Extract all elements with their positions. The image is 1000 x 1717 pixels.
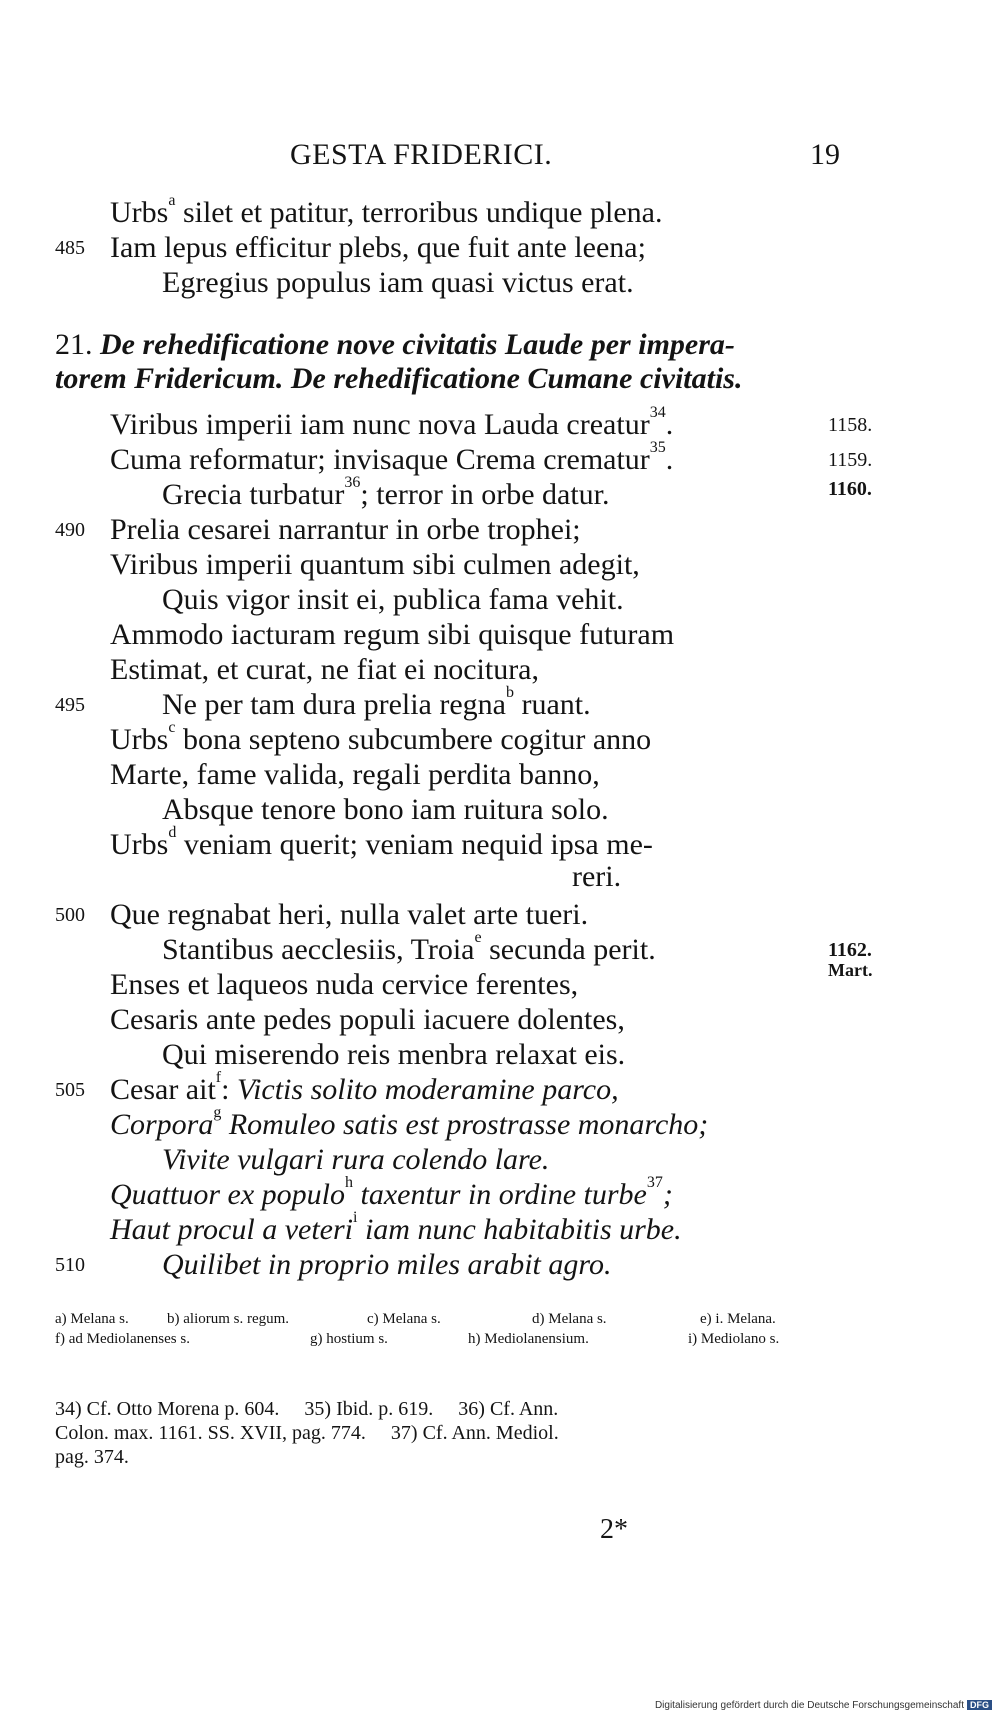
verse-text: Quattuor ex populo — [110, 1178, 345, 1211]
verse-text: Ne per tam dura prelia regna — [162, 688, 506, 721]
verse-line — [0, 266, 1000, 302]
verse-line — [0, 1003, 1000, 1039]
verse-line — [0, 1104, 1000, 1144]
signature-mark: 2* — [600, 1514, 628, 1545]
verse-text: Victis solito moderamine parco, — [236, 1073, 619, 1106]
dfg-logo: DFG — [967, 1700, 992, 1710]
margin-year: 1159. — [828, 449, 873, 471]
verse-line — [0, 583, 1000, 619]
margin-year: 1158. — [828, 414, 873, 436]
variant-note: c) Melana s. — [367, 1311, 441, 1327]
verse-text: Marte, fame valida, regali perdita banno, — [110, 758, 600, 791]
verse-text: reri. — [572, 860, 622, 893]
footnote-line: pag. 374. — [55, 1446, 129, 1468]
line-number: 490 — [55, 519, 85, 541]
section-title-line2: torem Fridericum. De rehedificatione Cumane civitatis. — [55, 362, 743, 395]
verse-text: . — [665, 443, 674, 476]
verse-text: Cuma reformatur; invisaque Crema crematur — [110, 443, 650, 476]
variant-marker: c — [168, 719, 176, 736]
verse-line — [0, 898, 1000, 934]
verse-line — [0, 1248, 1000, 1284]
verse-line — [0, 474, 1000, 514]
verse-text: Urbs — [110, 828, 169, 861]
verse-line — [0, 618, 1000, 654]
note-marker: 36 — [344, 474, 361, 491]
verse-text: Cesar ait — [110, 1073, 216, 1106]
verse-line — [0, 231, 1000, 267]
variant-marker: i — [353, 1209, 358, 1226]
verse-text: Enses et laqueos nuda cervice ferentes, — [110, 968, 579, 1001]
verse-line — [0, 758, 1000, 794]
note-marker: 35 — [649, 439, 666, 456]
verse-line — [0, 684, 1000, 724]
verse-line — [0, 439, 1000, 479]
verse-line — [0, 1143, 1000, 1179]
verse-text: Qui miserendo reis menbra relaxat eis. — [162, 1038, 626, 1071]
verse-text: Vivite vulgari rura colendo lare. — [162, 1143, 550, 1176]
note-marker: 37 — [646, 1174, 663, 1191]
running-title: GESTA FRIDERICI. — [290, 138, 553, 171]
variant-note: i) Mediolano s. — [688, 1331, 780, 1347]
variant-marker: a — [168, 192, 176, 209]
verse-line — [0, 548, 1000, 584]
verse-text: veniam querit; veniam nequid ipsa me- — [176, 828, 653, 861]
verse-line — [0, 960, 1000, 1004]
verse-line — [0, 513, 1000, 549]
verse-text: Que regnabat heri, nulla valet arte tueri. — [110, 898, 589, 931]
verse-text: bona septeno subcumbere cogitur anno — [175, 723, 652, 756]
line-number: 495 — [55, 694, 85, 716]
section-heading — [55, 328, 855, 362]
section-heading-cont — [55, 362, 855, 396]
credit-text: Digitalisierung gefördert durch die Deutsche Forschungsgemeinschaft — [654, 1700, 964, 1711]
verse-text: Haut procul a veteri — [110, 1213, 354, 1246]
footnote-line: 34) Cf. Otto Morena p. 604. 35) Ibid. p. 619. 36) Cf. Ann. — [55, 1398, 559, 1420]
verse-text: Corpora — [110, 1108, 214, 1141]
verse-text: secunda perit. — [481, 933, 656, 966]
verse-text: Urbs — [110, 723, 169, 756]
line-number: 510 — [55, 1254, 85, 1276]
variant-note: b) aliorum s. regum. — [167, 1311, 290, 1327]
margin-month: Mart. — [828, 960, 873, 980]
verse-line — [0, 404, 1000, 444]
variant-marker: g — [213, 1104, 222, 1121]
variant-note: d) Melana s. — [532, 1311, 607, 1327]
variant-marker: h — [344, 1174, 353, 1191]
verse-text: Stantibus aecclesiis, Troia — [162, 933, 475, 966]
verse-text: ; terror in orbe datur. — [360, 478, 610, 511]
margin-year: 1160. — [828, 478, 872, 500]
verse-text: Grecia turbatur — [162, 478, 345, 511]
variant-note: h) Mediolanensium. — [468, 1331, 589, 1347]
verse-text: Viribus imperii iam nunc nova Lauda creatur — [110, 408, 650, 441]
variant-note: g) hostium s. — [310, 1331, 388, 1347]
verse-text: Cesaris ante pedes populi iacuere dolentes, — [110, 1003, 625, 1036]
verse-line — [0, 1038, 1000, 1074]
verse-text: Estimat, et curat, ne fiat ei nocitura, — [110, 653, 539, 686]
verse-text: Absque tenore bono iam ruitura solo. — [162, 793, 609, 826]
verse-text: Urbs — [110, 196, 169, 229]
verse-text: Ammodo iacturam regum sibi quisque futuram — [110, 618, 675, 651]
variant-note: a) Melana s. — [55, 1311, 129, 1327]
verse-text: Viribus imperii quantum sibi culmen adegit, — [110, 548, 640, 581]
verse-line — [0, 653, 1000, 689]
verse-text: taxentur in ordine turbe — [352, 1178, 647, 1211]
verse-line — [0, 192, 1000, 232]
verse-text: Prelia cesarei narrantur in orbe trophei; — [110, 513, 581, 546]
footnote-line: Colon. max. 1161. SS. XVII, pag. 774. 37) Cf. Ann. Mediol. — [55, 1422, 559, 1444]
verse-text: . — [665, 408, 674, 441]
verse-text: ruant. — [514, 688, 591, 721]
note-marker: 34 — [649, 404, 666, 421]
variant-marker: d — [168, 824, 177, 841]
variant-marker: f — [215, 1069, 222, 1086]
line-number: 505 — [55, 1079, 85, 1101]
verse-line — [0, 719, 1000, 759]
verse-line — [0, 1209, 1000, 1249]
verse-line — [0, 1069, 1000, 1109]
line-number: 500 — [55, 904, 85, 926]
verse-text: silet et patitur, terroribus undique plena. — [175, 196, 663, 229]
verse-text: : — [221, 1073, 237, 1106]
page-header — [290, 138, 840, 178]
verse-text: Iam lepus efficitur plebs, que fuit ante leena; — [110, 231, 646, 264]
variant-apparatus-line — [55, 1331, 845, 1348]
verse-text: iam nunc habitabitis urbe. — [357, 1213, 682, 1246]
verse-line — [0, 824, 1000, 864]
margin-year: 1162. — [828, 939, 872, 961]
section-title-line1: De rehedificatione nove civitatis Laude per impera- — [100, 328, 735, 361]
variant-marker: e — [474, 929, 482, 946]
verse-text: Egregius populus iam quasi victus erat. — [162, 266, 634, 299]
verse-text: Romuleo satis est prostrasse monarcho; — [221, 1108, 709, 1141]
variant-note: f) ad Mediolanenses s. — [55, 1331, 190, 1347]
verse-line — [0, 1174, 1000, 1214]
variant-marker: b — [506, 684, 514, 701]
line-number: 485 — [55, 237, 85, 259]
verse-text: Quis vigor insit ei, publica fama vehit. — [162, 583, 624, 616]
page-number: 19 — [810, 138, 840, 171]
variant-note: e) i. Melana. — [700, 1311, 776, 1327]
verse-text: ; — [662, 1178, 673, 1211]
verse-line — [0, 793, 1000, 829]
section-number: 21. — [55, 328, 93, 361]
variant-apparatus-line — [55, 1311, 845, 1328]
verse-text: Quilibet in proprio miles arabit agro. — [162, 1248, 612, 1281]
digitization-credit — [655, 1700, 992, 1711]
verse-line — [0, 860, 1000, 896]
